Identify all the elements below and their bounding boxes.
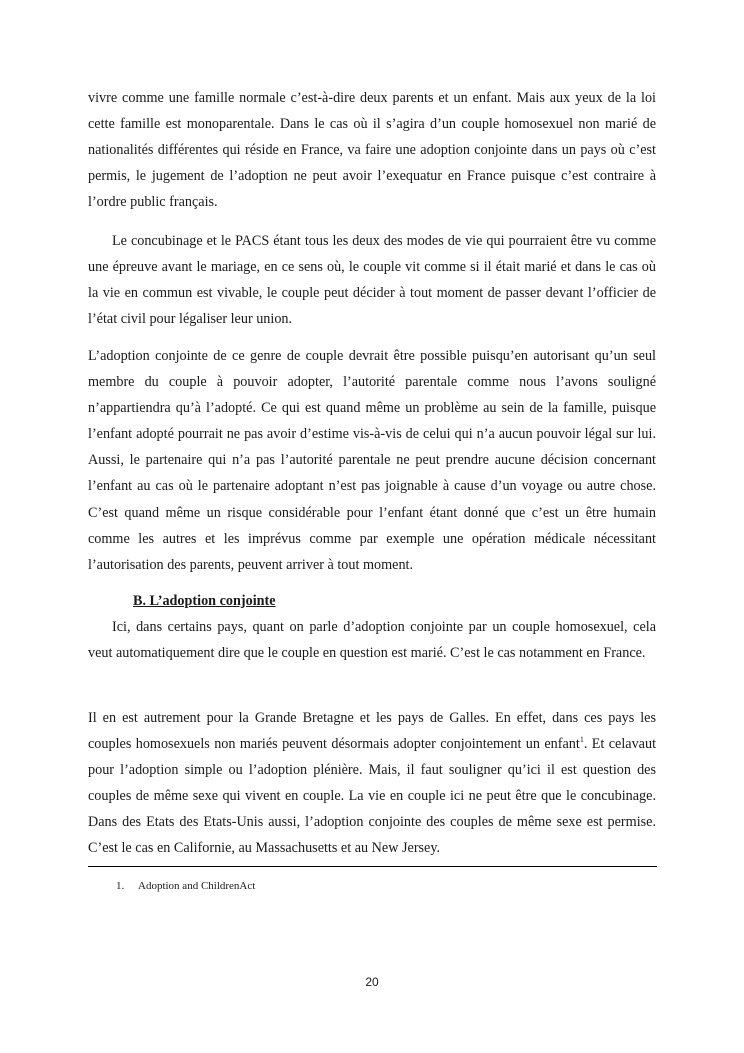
paragraph-5-part-b: . Et celavaut pour l’adoption simple ou l’adoption plénière. Mais, il faut souligner qu’ici il est question des couples de même sexe qui vivent en couple. La vie en couple ici ne peut être que le concubinage. Dans des Etats des Etats-Unis aussi, l’adoption conjointe des couples de même sexe est permise. C’est le cas en Californie, au Massachusetts et au New Jersey. (88, 736, 657, 857)
footnote (116, 878, 255, 894)
paragraph-5-part-a: Il en est autrement pour la Grande Bretagne et les pays de Galles. En effet, dans ces pays les couples homosexuels non mariés peuvent désormais adopter conjointement un enfant (88, 710, 656, 753)
paragraph-2: Le concubinage et le PACS étant tous les deux des modes de vie qui pourraient être vu comme une épreuve avant le mariage, en ce sens où, le couple vit comme si il était marié et dans le cas où la vie en commun est vivable, le couple peut décider à tout moment de passer devant l’officier de l’état civil pour légaliser leur union. (88, 233, 656, 328)
paragraph-4: Ici, dans certains pays, quant on parle d’adoption conjointe par un couple homosexuel, cela veut automatiquement dire que le couple en question est marié. C’est le cas notamment en France. (88, 619, 656, 662)
paragraph-3: L’adoption conjointe de ce genre de couple devrait être possible puisqu’en autorisant qu’un seul membre du couple à pouvoir adopter, l’autorité parentale comme nous l’avons souligné n’appartiendra qu’à l’adopté. Ce qui est quand même un problème au sein de la famille, puisque l’enfant adopté pourrait ne pas avoir d’estime vis-à-vis de celui qui n’a aucun pouvoir légal sur lui. Aussi, le partenaire qui n’a pas l’autorité parentale ne peut prendre aucune décision concernant l’enfant au cas où le partenaire adoptant n’est pas joignable à cause d’un voyage ou autre chose. C’est quand même un risque considérable pour l’enfant étant donné que c’est un être humain comme les autres et les imprévus comme par exemple une opération médicale nécessitant l’autorisation des parents, peuvent arriver à tout moment. (88, 348, 656, 573)
paragraph-5 (88, 705, 656, 862)
footnote-separator (88, 866, 657, 867)
paragraph-1: vivre comme une famille normale c’est-à-dire deux parents et un enfant. Mais aux yeux de la loi cette famille est monoparentale. Dans le cas où il s’agira d’un couple homosexuel non marié de nationalités différentes qui réside en France, va faire une adoption conjointe dans un pays où c’est permis, le jugement de l’adoption ne peut avoir l’exequatur en France puisque c’est contraire à l’ordre public français. (88, 90, 656, 211)
section-heading: B. L’adoption conjointe (133, 593, 276, 609)
footnote-number: 1. (116, 880, 125, 892)
page-number: 20 (365, 975, 379, 989)
footnote-reference: 1 (579, 735, 584, 745)
footnote-text: Adoption and ChildrenAct (138, 880, 256, 892)
